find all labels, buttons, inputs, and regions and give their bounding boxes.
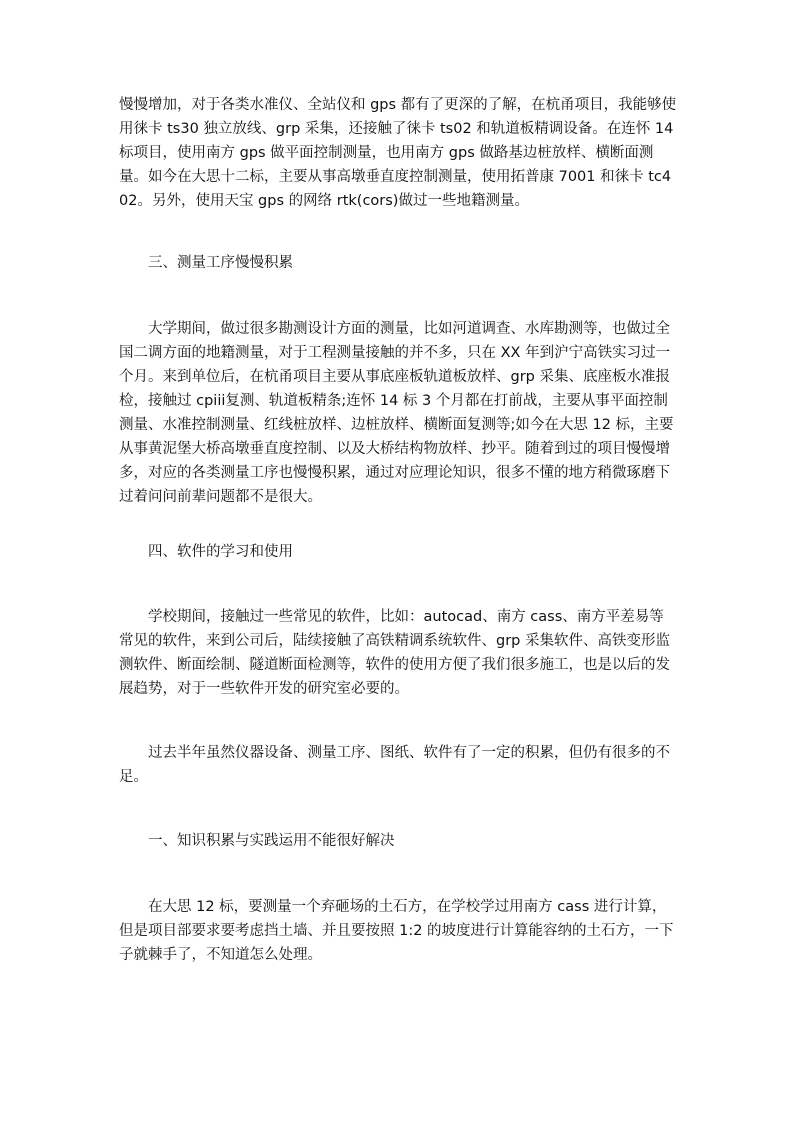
section-heading-measurement-process: 三、测量工序慢慢积累 [148, 255, 293, 271]
paragraph-summary: 过去半年虽然仪器设备、测量工序、图纸、软件有了一定的积累，但仍有很多的不足。 [119, 745, 670, 785]
section-heading-knowledge-practice: 一、知识积累与实践运用不能很好解决 [148, 833, 395, 849]
paragraph-software: 学校期间，接触过一些常见的软件，比如：autocad、南方 cass、南方平差易等常见的软件，来到公司后，陆续接触了高铁精调系统软件、grp 采集软件、高铁变形监测软件、断面绘制、隧道断面检测等，软件的使用方便了我们很多施工，也是以后的发展趋势，对于一些软件开发的研究室必要的。 [119, 609, 670, 697]
section-heading-software: 四、软件的学习和使用 [148, 544, 293, 560]
paragraph-measurement-process: 大学期间，做过很多勘测设计方面的测量，比如河道调查、水库勘测等，也做过全国二调方面的地籍测量，对于工程测量接触的并不多，只在 XX 年到沪宁高铁实习过一个月。来到单位后，在杭甬项目主要从事底座板轨道板放样、grp 采集、底座板水准报检，接触过 cpiii复测、轨道板精条;连怀 14 标 3 个月都在打前战，主要从事平面控制测量、水准控制测量、红线桩放样、边桩放样、横断面复测等;如今在大思 12 标，主要从事黄泥堡大桥高墩垂直度控制、以及大桥结构物放样、抄平。随着到过的项目慢慢增多，对应的各类测量工序也慢慢积累，通过对应理论知识，很多不懂的地方稍微琢磨下过着问问前辈问题都不是很大。 [119, 321, 674, 505]
paragraph-continuation: 慢慢增加，对于各类水准仪、全站仪和 gps 都有了更深的了解，在杭甬项目，我能够使用徕卡 ts30 独立放线、grp 采集，还接触了徕卡 ts02 和轨道板精调设备。在连怀 14 标项目，使用南方 gps 做平面控制测量，也用南方 gps 做路基边桩放样、横断面测量。如今在大思十二标，主要从事高墩垂直度控制测量，使用拓普康 7001 和徕卡 tc402。另外，使用天宝 gps 的网络 rtk(cors)做过一些地籍测量。 [119, 97, 677, 209]
paragraph-knowledge-practice: 在大思 12 标，要测量一个弃砸场的土石方，在学校学过用南方 cass 进行计算，但是项目部要求要考虑挡土墙、并且要按照 1:2 的坡度进行计算能容纳的土石方，一下子就棘手了，不知道怎么处理。 [119, 899, 674, 963]
